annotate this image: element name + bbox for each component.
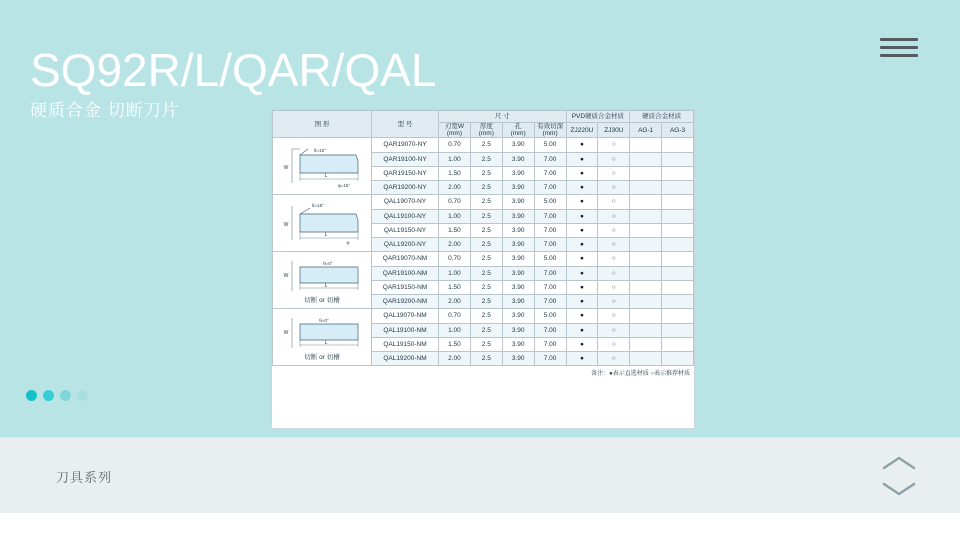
menu-bar-2 — [880, 46, 918, 49]
cell-depth: 7.00 — [534, 166, 566, 180]
cell-zj30u — [598, 209, 630, 223]
cell-zj30u — [598, 152, 630, 166]
insert-diagram-2 — [278, 200, 366, 246]
cell-width: 2.00 — [439, 238, 471, 252]
table-row — [273, 138, 694, 152]
cell-ag3 — [662, 352, 694, 366]
footer-spacer — [0, 513, 960, 540]
header-pvd-group: PVD硬质合金材质 — [566, 111, 630, 123]
cell-model: QAL19100-NM — [372, 323, 439, 337]
cell-thickness: 2.5 — [470, 295, 502, 309]
svg-text:W: W — [283, 329, 289, 336]
cell-model: QAR19100-NM — [372, 266, 439, 280]
cell-ag1 — [630, 323, 662, 337]
cell-zj30u — [598, 337, 630, 351]
cell-model: QAR19150-NM — [372, 280, 439, 294]
cell-ag1 — [630, 280, 662, 294]
cell-thickness: 2.5 — [470, 209, 502, 223]
header-thickness — [470, 123, 502, 138]
svg-text:θ=0°: θ=0° — [323, 260, 333, 266]
svg-text:L: L — [324, 282, 328, 289]
cell-thickness: 2.5 — [470, 181, 502, 195]
shape-figure-1 — [273, 138, 372, 195]
cell-zj220u — [566, 195, 598, 209]
svg-text:L: L — [324, 339, 328, 346]
cell-depth: 7.00 — [534, 209, 566, 223]
insert-diagram-3 — [278, 257, 366, 295]
cell-width: 1.50 — [439, 280, 471, 294]
chevron-down-icon[interactable] — [876, 476, 922, 500]
cell-zj30u — [598, 295, 630, 309]
cell-width: 1.50 — [439, 166, 471, 180]
chevron-up-icon[interactable] — [876, 452, 922, 476]
cell-zj30u — [598, 352, 630, 366]
cell-hole: 3.90 — [502, 266, 534, 280]
cell-depth: 7.00 — [534, 181, 566, 195]
cell-model: QAR19200-NY — [372, 181, 439, 195]
cell-ag1 — [630, 352, 662, 366]
cell-ag1 — [630, 195, 662, 209]
cell-ag1 — [630, 152, 662, 166]
cell-hole: 3.90 — [502, 252, 534, 266]
cell-width: 1.50 — [439, 337, 471, 351]
cell-thickness: 2.5 — [470, 352, 502, 366]
slide-dot-3[interactable] — [60, 390, 71, 401]
cell-width: 1.50 — [439, 223, 471, 237]
header-ag1: AG-1 — [630, 123, 662, 138]
table-row — [273, 252, 694, 266]
header-width-unit: (mm) — [446, 130, 463, 138]
spec-table — [272, 110, 694, 366]
spec-table-body — [273, 138, 694, 366]
spec-table-footnote: 备注：●表示直选材质 ○表示推荐材质 — [272, 366, 694, 377]
cell-depth: 7.00 — [534, 152, 566, 166]
cell-hole: 3.90 — [502, 209, 534, 223]
cell-zj30u — [598, 309, 630, 323]
cell-thickness: 2.5 — [470, 195, 502, 209]
cell-thickness: 2.5 — [470, 223, 502, 237]
cell-ag3 — [662, 295, 694, 309]
cell-width: 1.00 — [439, 152, 471, 166]
cell-width: 2.00 — [439, 352, 471, 366]
cell-depth: 5.00 — [534, 195, 566, 209]
cell-hole: 3.90 — [502, 352, 534, 366]
cell-model: QAR19150-NY — [372, 166, 439, 180]
svg-text:φ=15°: φ=15° — [337, 183, 351, 189]
header-cut-depth — [534, 123, 566, 138]
vertical-nav — [876, 452, 922, 502]
cell-depth: 7.00 — [534, 238, 566, 252]
cell-width: 0.70 — [439, 252, 471, 266]
cell-model: QAL19070-NY — [372, 195, 439, 209]
bottom-bar — [0, 437, 960, 514]
spec-table-header-row-1 — [273, 111, 694, 123]
cell-thickness: 2.5 — [470, 138, 502, 152]
cell-ag1 — [630, 209, 662, 223]
cell-hole: 3.90 — [502, 309, 534, 323]
cell-depth: 7.00 — [534, 352, 566, 366]
cell-ag1 — [630, 337, 662, 351]
cell-depth: 7.00 — [534, 266, 566, 280]
cell-hole: 3.90 — [502, 195, 534, 209]
cell-model: QAR19200-NM — [372, 295, 439, 309]
cell-width: 0.70 — [439, 309, 471, 323]
cell-hole: 3.90 — [502, 152, 534, 166]
cell-zj30u — [598, 266, 630, 280]
cell-ag1 — [630, 138, 662, 152]
cell-ag1 — [630, 266, 662, 280]
header-zj220u: ZJ220U — [566, 123, 598, 138]
cell-ag3 — [662, 280, 694, 294]
table-row — [273, 309, 694, 323]
svg-text:W: W — [283, 222, 289, 229]
cell-zj30u — [598, 138, 630, 152]
cell-ag3 — [662, 337, 694, 351]
cell-ag3 — [662, 166, 694, 180]
cell-model: QAL19150-NM — [372, 337, 439, 351]
header-hole-label: 孔 — [514, 123, 522, 130]
cell-zj220u — [566, 181, 598, 195]
cell-depth: 5.00 — [534, 252, 566, 266]
cell-thickness: 2.5 — [470, 166, 502, 180]
cell-zj220u — [566, 138, 598, 152]
shape-figure-3 — [273, 252, 372, 309]
cell-width: 0.70 — [439, 195, 471, 209]
cell-ag3 — [662, 209, 694, 223]
cell-model: QAR19070-NM — [372, 252, 439, 266]
menu-bar-1 — [880, 38, 918, 41]
cell-ag3 — [662, 223, 694, 237]
svg-text:θ=15°: θ=15° — [314, 148, 326, 154]
cell-hole: 3.90 — [502, 138, 534, 152]
cell-depth: 7.00 — [534, 223, 566, 237]
cell-hole: 3.90 — [502, 238, 534, 252]
cell-ag1 — [630, 309, 662, 323]
shape-label-4: 切断 or 切槽 — [304, 353, 340, 361]
cell-hole: 3.90 — [502, 295, 534, 309]
shape-figure-2 — [273, 195, 372, 252]
header-carbide-group: 硬质合金材质 — [630, 111, 694, 123]
hamburger-menu-icon[interactable] — [880, 34, 918, 62]
cell-depth: 7.00 — [534, 295, 566, 309]
cell-zj30u — [598, 181, 630, 195]
table-row — [273, 195, 694, 209]
cell-zj220u — [566, 152, 598, 166]
cell-thickness: 2.5 — [470, 280, 502, 294]
cell-width: 1.00 — [439, 323, 471, 337]
cell-zj220u — [566, 166, 598, 180]
cell-model: QAL19100-NY — [372, 209, 439, 223]
cell-zj220u — [566, 209, 598, 223]
cell-zj220u — [566, 266, 598, 280]
cell-zj220u — [566, 309, 598, 323]
cell-ag3 — [662, 238, 694, 252]
svg-text:W: W — [283, 272, 289, 279]
header-ag3: AG-3 — [662, 123, 694, 138]
cell-ag3 — [662, 195, 694, 209]
cell-depth: 7.00 — [534, 280, 566, 294]
svg-text:L: L — [324, 173, 328, 180]
cell-zj30u — [598, 166, 630, 180]
cell-thickness: 2.5 — [470, 337, 502, 351]
cell-width: 0.70 — [439, 138, 471, 152]
cell-hole: 3.90 — [502, 280, 534, 294]
cell-ag1 — [630, 166, 662, 180]
cell-model: QAL19200-NM — [372, 352, 439, 366]
slide-indicator — [26, 390, 88, 401]
cell-ag3 — [662, 309, 694, 323]
cell-thickness: 2.5 — [470, 323, 502, 337]
page-title: SQ92R/L/QAR/QAL — [30, 44, 437, 96]
header-shape: 图 形 — [273, 111, 372, 138]
cell-zj30u — [598, 323, 630, 337]
cell-depth: 7.00 — [534, 323, 566, 337]
header-thickness-unit: (mm) — [478, 130, 494, 138]
svg-text:φ: φ — [346, 240, 350, 246]
cell-zj30u — [598, 238, 630, 252]
header-thickness-label: 厚度 — [479, 123, 493, 130]
cell-zj220u — [566, 238, 598, 252]
cell-ag1 — [630, 181, 662, 195]
cell-zj30u — [598, 223, 630, 237]
shape-figure-4 — [273, 309, 372, 366]
cell-hole: 3.90 — [502, 223, 534, 237]
cell-thickness: 2.5 — [470, 238, 502, 252]
chevron-up-glyph — [876, 452, 922, 476]
cell-model: QAR19100-NY — [372, 152, 439, 166]
header-model: 型 号 — [372, 111, 439, 138]
cell-width: 2.00 — [439, 295, 471, 309]
menu-bar-3 — [880, 54, 918, 57]
slide-dot-2[interactable] — [43, 390, 54, 401]
chevron-down-glyph — [876, 476, 922, 500]
cell-zj220u — [566, 323, 598, 337]
cell-thickness: 2.5 — [470, 252, 502, 266]
cell-model: QAR19070-NY — [372, 138, 439, 152]
cell-model: QAL19200-NY — [372, 238, 439, 252]
cell-thickness: 2.5 — [470, 266, 502, 280]
cell-ag3 — [662, 181, 694, 195]
header-cut-depth-unit: (mm) — [542, 130, 558, 138]
cell-ag3 — [662, 152, 694, 166]
cell-hole: 3.90 — [502, 181, 534, 195]
cell-ag1 — [630, 295, 662, 309]
svg-text:W: W — [283, 165, 289, 172]
cell-ag3 — [662, 323, 694, 337]
slide-dot-1[interactable] — [26, 390, 37, 401]
cell-thickness: 2.5 — [470, 152, 502, 166]
cell-depth: 5.00 — [534, 138, 566, 152]
cell-ag3 — [662, 252, 694, 266]
cell-width: 1.00 — [439, 266, 471, 280]
header-hole — [502, 123, 534, 138]
cell-width: 1.00 — [439, 209, 471, 223]
slide-dot-4[interactable] — [77, 390, 88, 401]
svg-text:θ=15°: θ=15° — [312, 203, 324, 209]
cell-zj30u — [598, 280, 630, 294]
cell-model: QAL19070-NM — [372, 309, 439, 323]
cell-hole: 3.90 — [502, 323, 534, 337]
cell-hole: 3.90 — [502, 337, 534, 351]
cell-zj220u — [566, 252, 598, 266]
svg-text:L: L — [324, 232, 328, 239]
cell-width: 2.00 — [439, 181, 471, 195]
cell-depth: 7.00 — [534, 337, 566, 351]
cell-depth: 5.00 — [534, 309, 566, 323]
cell-zj220u — [566, 295, 598, 309]
cell-zj220u — [566, 352, 598, 366]
header-zj30u: ZJ30U — [598, 123, 630, 138]
cell-ag3 — [662, 266, 694, 280]
cell-ag3 — [662, 138, 694, 152]
cell-ag1 — [630, 238, 662, 252]
cell-model: QAL19150-NY — [372, 223, 439, 237]
cell-hole: 3.90 — [502, 166, 534, 180]
cell-zj220u — [566, 337, 598, 351]
spec-table-head — [273, 111, 694, 138]
page-subtitle: 硬质合金 切断刀片 — [30, 101, 180, 120]
cell-zj220u — [566, 223, 598, 237]
cell-ag1 — [630, 252, 662, 266]
cell-zj220u — [566, 280, 598, 294]
cell-zj30u — [598, 252, 630, 266]
header-hole-unit: (mm) — [510, 130, 526, 138]
header-width — [439, 123, 471, 138]
header-cut-depth-label: 有效切深 — [537, 123, 564, 130]
insert-diagram-4 — [278, 314, 366, 352]
svg-text:θ=0°: θ=0° — [319, 317, 329, 323]
cell-thickness: 2.5 — [470, 309, 502, 323]
cell-zj30u — [598, 195, 630, 209]
header-dims-group: 尺 寸 — [439, 111, 567, 123]
shape-label-3: 切断 or 切槽 — [304, 296, 340, 304]
product-spec-figure — [271, 109, 695, 429]
insert-diagram-1 — [278, 143, 366, 189]
series-label[interactable]: 刀具系列 — [56, 470, 113, 485]
cell-ag1 — [630, 223, 662, 237]
header-width-label: 刃宽W — [444, 123, 464, 130]
